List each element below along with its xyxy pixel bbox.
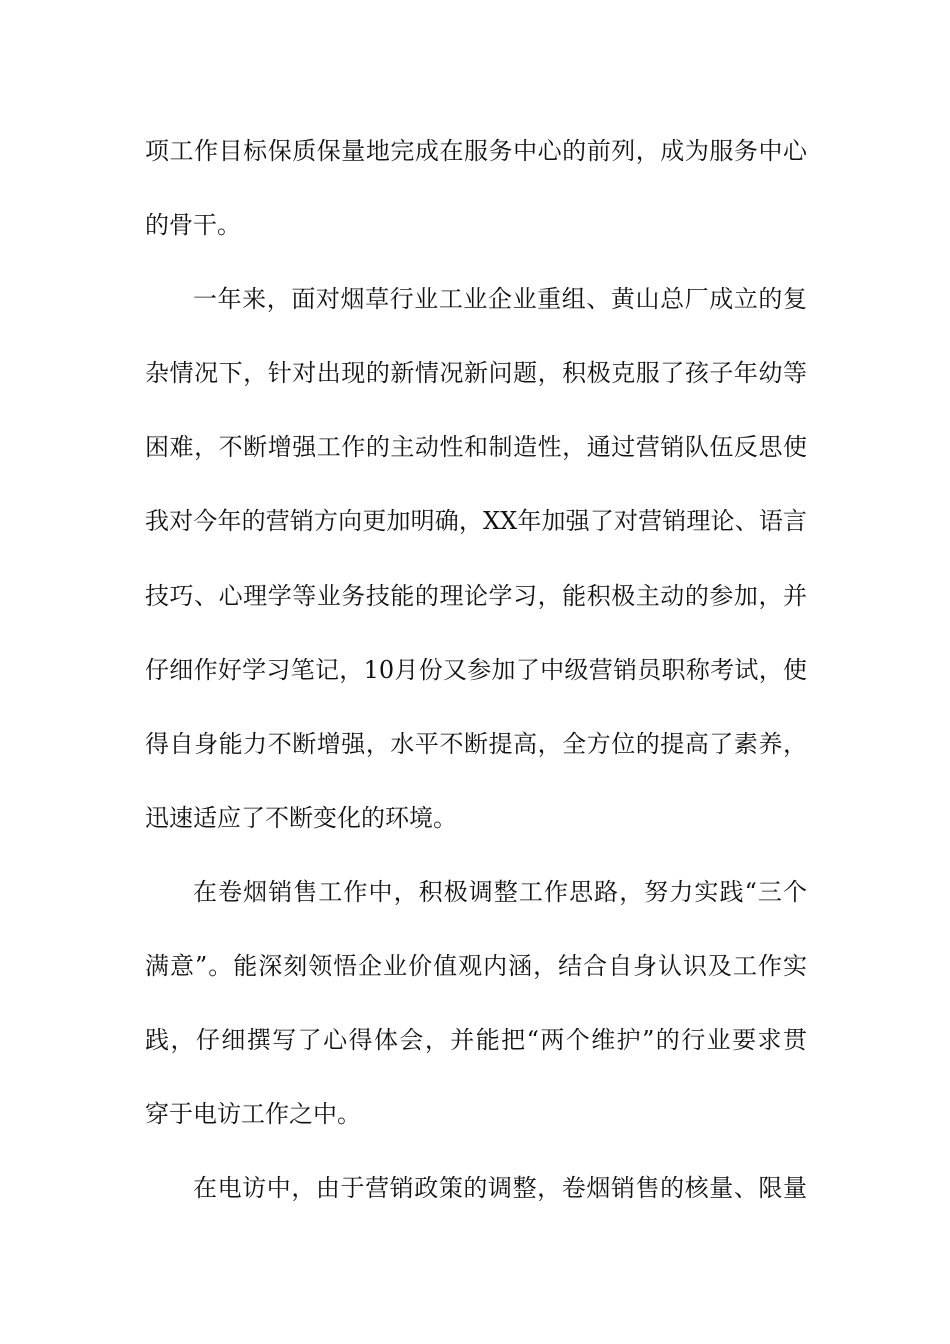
- text-line: 杂情况下，针对出现的新情况新问题，积极克服了孩子年幼等: [145, 359, 807, 388]
- text-line: 我对今年的营销方向更加明确，XX年加强了对营销理论、语言: [145, 507, 807, 536]
- text-line: 穿于电访工作之中。: [145, 1100, 361, 1129]
- text-line: 在电访中，由于营销政策的调整，卷烟销售的核量、限量: [193, 1174, 807, 1203]
- text-line: 困难，不断增强工作的主动性和制造性，通过营销队伍反思使: [145, 433, 807, 462]
- document-body: [145, 128, 807, 1239]
- text-line: 践，仔细撰写了心得体会，并能把“两个维护”的行业要求贯: [145, 1026, 807, 1055]
- text-line: 得自身能力不断增强，水平不断提高，全方位的提高了素养，: [145, 729, 807, 758]
- text-line: 满意”。能深刻领悟企业价值观内涵，结合自身认识及工作实: [145, 952, 807, 981]
- text-line: 在卷烟销售工作中，积极调整工作思路，努力实践“三个: [193, 877, 807, 906]
- text-line: 仔细作好学习笔记，10月份又参加了中级营销员职称考试，使: [145, 655, 807, 684]
- text-line: 迅速适应了不断变化的环境。: [145, 803, 457, 832]
- text-line: 一年来，面对烟草行业工业企业重组、黄山总厂成立的复: [193, 285, 807, 314]
- text-line: 项工作目标保质保量地完成在服务中心的前列，成为服务中心: [145, 137, 807, 165]
- text-line: 的骨干。: [145, 211, 241, 240]
- text-line: 技巧、心理学等业务技能的理论学习，能积极主动的参加，并: [145, 581, 807, 610]
